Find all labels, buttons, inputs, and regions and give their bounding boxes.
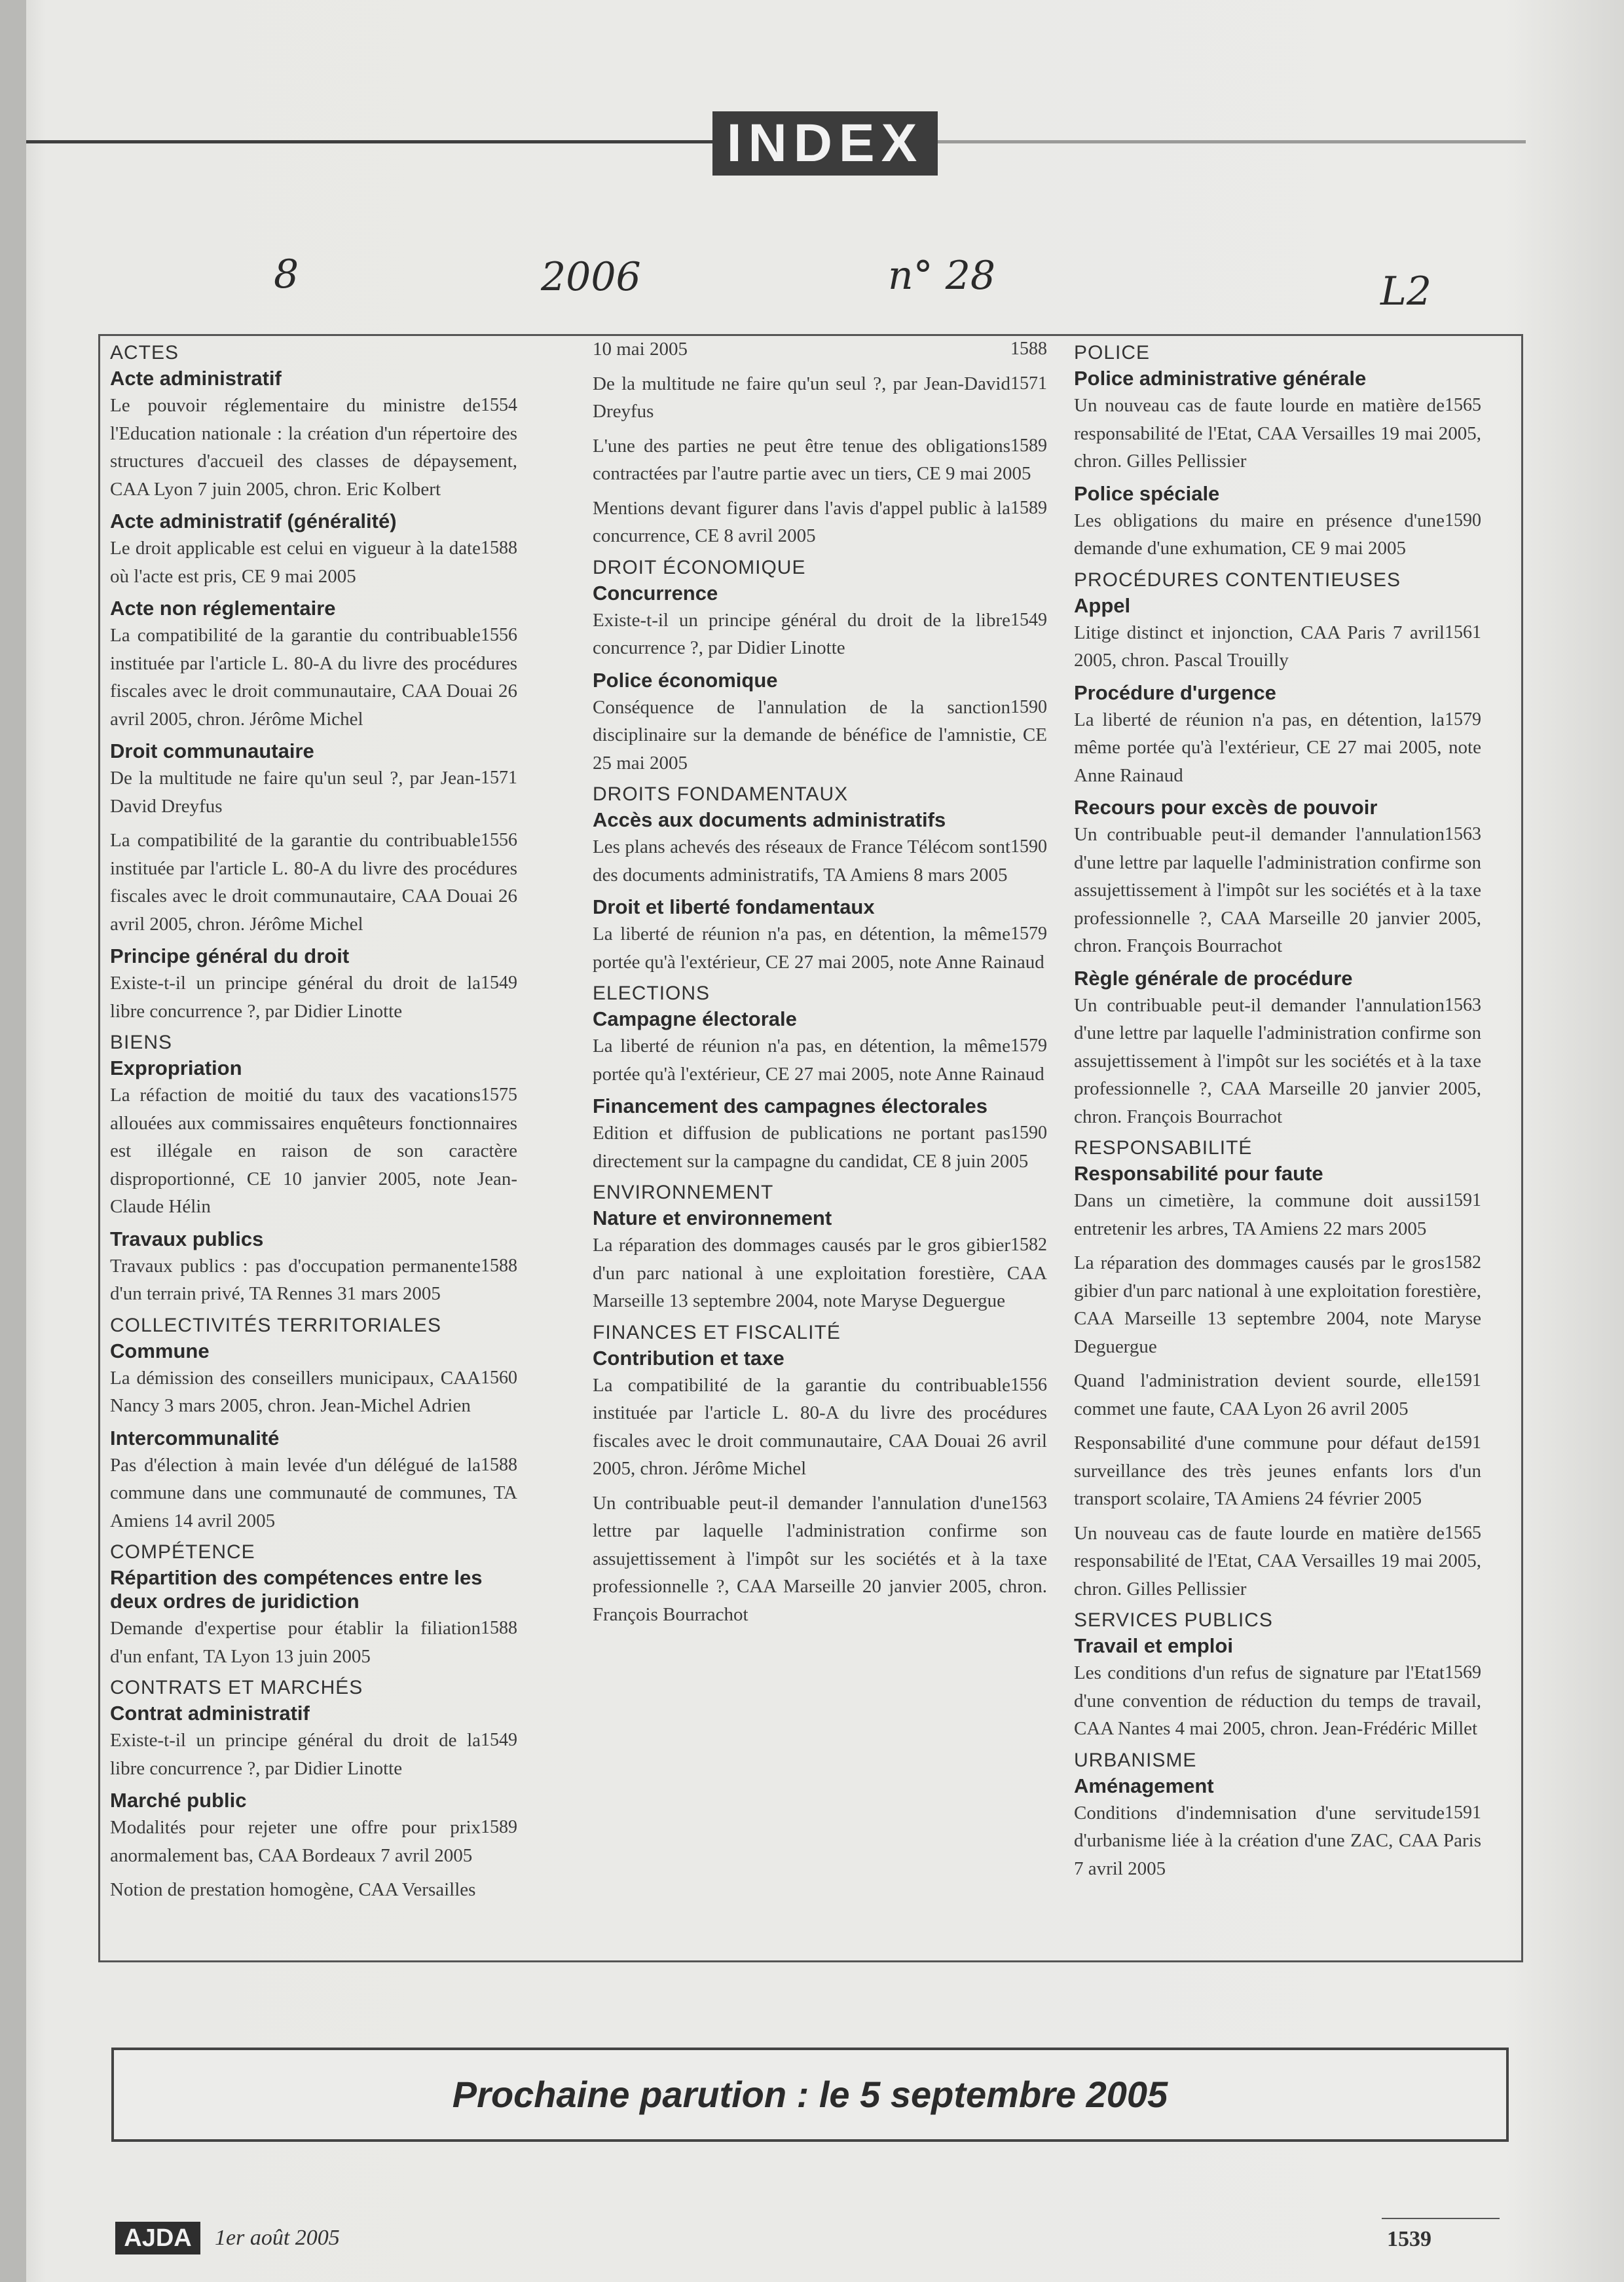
entry-text: Conséquence de l'annulation de la sanction disciplinaire sur la demande de bénéfice de l'amnistie, CE 25 mai 2005 xyxy=(593,696,1047,774)
section-heading: ACTES xyxy=(110,342,179,364)
entry-page-number: 1588 xyxy=(481,1618,517,1638)
index-entry xyxy=(1074,1249,1481,1360)
subsection-heading: Acte administratif xyxy=(110,367,282,390)
index-entry xyxy=(593,1032,1047,1088)
entry-page-number: 1579 xyxy=(1010,924,1047,944)
section-heading: BIENS xyxy=(110,1032,173,1053)
entry-text: Existe-t-il un principe général du droit de la libre concurrence ?, par Didier Linotte xyxy=(593,609,1010,658)
entry-page-number: 1565 xyxy=(1445,395,1481,415)
subsection-heading: Marché public xyxy=(110,1789,247,1812)
entry-text: Les conditions d'un refus de signature par l'Etat d'une convention de réduction du temps de travail, CAA Nantes 4 mai 2005, chron. Jean-Frédéric Millet xyxy=(1074,1662,1481,1739)
entry-text: Les plans achevés des réseaux de France Télécom sont des documents administratifs, TA Amiens 8 mars 2005 xyxy=(593,836,1010,886)
entry-page-number: 1563 xyxy=(1010,1492,1047,1513)
section-heading: RESPONSABILITÉ xyxy=(1074,1137,1253,1159)
entry-page-number: 1571 xyxy=(1010,373,1047,394)
entry-text: Un nouveau cas de faute lourde en matière de responsabilité de l'Etat, CAA Versailles 19 mai 2005, chron. Gilles Pellissier xyxy=(1074,1522,1481,1599)
entry-page-number: 1588 xyxy=(1010,339,1047,359)
index-entry xyxy=(1074,1367,1481,1423)
entry-text: Mentions devant figurer dans l'avis d'appel public à la concurrence, CE 8 avril 2005 xyxy=(593,497,1010,546)
section-heading: DROITS FONDAMENTAUX xyxy=(593,783,849,805)
index-entry xyxy=(110,1081,517,1221)
index-entry xyxy=(1074,619,1481,675)
entry-page-number: 1582 xyxy=(1445,1252,1481,1273)
entry-text: Un contribuable peut-il demander l'annulation d'une lettre par laquelle l'administration confirme son assujettissement à l'impôt sur les sociétés et à la taxe professionnelle ?, CAA Marseille 20 janvier 2005, chron. François Bourrachot xyxy=(1074,994,1481,1127)
header-rule xyxy=(26,140,720,143)
entry-page-number: 1579 xyxy=(1010,1036,1047,1056)
header-rule-right xyxy=(936,140,1526,143)
subsection-heading: Contrat administratif xyxy=(110,1702,310,1725)
entry-page-number: 1591 xyxy=(1445,1432,1481,1453)
index-entry xyxy=(593,694,1047,777)
entry-page-number: 1590 xyxy=(1010,696,1047,717)
index-entry xyxy=(110,1451,517,1535)
entry-page-number: 1589 xyxy=(481,1817,517,1837)
entry-page-number: 1563 xyxy=(1445,994,1481,1015)
index-column-1 xyxy=(110,335,517,1911)
section-heading: COMPÉTENCE xyxy=(110,1541,255,1563)
entry-page-number: 1589 xyxy=(1010,497,1047,518)
subsection-heading: Appel xyxy=(1074,593,1131,617)
index-entry xyxy=(593,335,1047,364)
subsection-heading: Droit et liberté fondamentaux xyxy=(593,895,875,918)
entry-page-number: 1588 xyxy=(481,1255,517,1276)
entry-page-number: 1556 xyxy=(1010,1374,1047,1395)
entry-text: Existe-t-il un principe général du droit de la libre concurrence ?, par Didier Linotte xyxy=(110,973,481,1022)
entry-text: La réparation des dommages causés par le gros gibier d'un parc national à une exploitation forestière, CAA Marseille 13 septembre 2004, note Maryse Deguergue xyxy=(593,1235,1047,1311)
entry-text: Litige distinct et injonction, CAA Paris 7 avril 2005, chron. Pascal Trouilly xyxy=(1074,622,1445,671)
subsection-heading: Répartition des compétences entre les deux ordres de juridiction xyxy=(110,1566,483,1613)
index-entry xyxy=(593,607,1047,662)
index-entry xyxy=(1074,1799,1481,1883)
entry-page-number: 1556 xyxy=(481,625,517,645)
entry-text: Notion de prestation homogène, CAA Versailles xyxy=(110,1879,476,1900)
section-heading: DROIT ÉCONOMIQUE xyxy=(593,556,806,578)
subsection-heading: Commune xyxy=(110,1339,210,1362)
entry-text: Un nouveau cas de faute lourde en matière de responsabilité de l'Etat, CAA Versailles 19 mai 2005, chron. Gilles Pellissier xyxy=(1074,395,1481,472)
entry-text: La liberté de réunion n'a pas, en détention, la même portée qu'à l'extérieur, CE 27 mai 2005, note Anne Rainaud xyxy=(1074,709,1481,786)
index-entry xyxy=(110,1252,517,1308)
subsection-heading: Police économique xyxy=(593,668,778,692)
section-heading: ELECTIONS xyxy=(593,982,710,1004)
entry-page-number: 1591 xyxy=(1445,1370,1481,1391)
entry-page-number: 1589 xyxy=(1010,435,1047,456)
index-entry xyxy=(110,534,517,590)
entry-page-number: 1575 xyxy=(481,1085,517,1105)
entry-text: L'une des parties ne peut être tenue des obligations contractées par l'autre partie avec un tiers, CE 9 mai 2005 xyxy=(593,435,1031,484)
entry-text: Travaux publics : pas d'occupation permanente d'un terrain privé, TA Rennes 31 mars 2005 xyxy=(110,1255,481,1304)
next-issue-banner: Prochaine parution : le 5 septembre 2005 xyxy=(111,2048,1509,2142)
subsection-heading: Police spéciale xyxy=(1074,481,1220,505)
entry-text: Conditions d'indemnisation d'une servitude d'urbanisme liée à la création d'une ZAC, CAA Paris 7 avril 2005 xyxy=(1074,1802,1481,1879)
page-number: 1539 xyxy=(1387,2227,1431,2251)
handwritten-note-3: n° 28 xyxy=(888,253,996,299)
index-entry xyxy=(593,920,1047,976)
index-entry xyxy=(1074,706,1481,790)
index-entry xyxy=(1074,1659,1481,1743)
index-entry xyxy=(1074,1187,1481,1243)
entry-text: De la multitude ne faire qu'un seul ?, par Jean-David Dreyfus xyxy=(593,373,1010,422)
entry-page-number: 1571 xyxy=(481,768,517,788)
index-column-3 xyxy=(1074,335,1481,1889)
index-entry xyxy=(593,432,1047,488)
handwritten-note-4: L2 xyxy=(1380,269,1432,314)
entry-text: La liberté de réunion n'a pas, en détention, la même portée qu'à l'extérieur, CE 27 mai 2005, note Anne Rainaud xyxy=(593,924,1044,973)
section-heading: POLICE xyxy=(1074,342,1151,364)
entry-text: Quand l'administration devient sourde, elle commet une faute, CAA Lyon 26 avril 2005 xyxy=(1074,1370,1445,1419)
index-entry xyxy=(110,1615,517,1670)
entry-page-number: 1590 xyxy=(1010,1123,1047,1143)
entry-page-number: 1563 xyxy=(1445,824,1481,844)
index-entry xyxy=(593,370,1047,426)
subsection-heading: Police administrative générale xyxy=(1074,367,1367,390)
subsection-heading: Nature et environnement xyxy=(593,1206,832,1229)
index-entry xyxy=(593,1372,1047,1483)
entry-text: Modalités pour rejeter une offre pour prix anormalement bas, CAA Bordeaux 7 avril 2005 xyxy=(110,1817,481,1866)
entry-page-number: 1556 xyxy=(481,830,517,850)
subsection-heading: Recours pour excès de pouvoir xyxy=(1074,796,1378,819)
entry-text: Un contribuable peut-il demander l'annulation d'une lettre par laquelle l'administration confirme son assujettissement à l'impôt sur les sociétés et à la taxe professionnelle ?, CAA Marseille 20 janvier 2005, chron. François Bourrachot xyxy=(1074,824,1481,956)
entry-page-number: 1569 xyxy=(1445,1662,1481,1683)
index-entry xyxy=(110,622,517,733)
entry-page-number: 1588 xyxy=(481,1454,517,1475)
entry-text: 10 mai 2005 xyxy=(593,339,688,360)
subsection-heading: Droit communautaire xyxy=(110,739,314,762)
entry-page-number: 1554 xyxy=(481,395,517,415)
index-entry xyxy=(110,1727,517,1782)
entry-text: De la multitude ne faire qu'un seul ?, par Jean-David Dreyfus xyxy=(110,768,481,817)
section-heading: URBANISME xyxy=(1074,1749,1197,1771)
index-entry xyxy=(593,833,1047,889)
subsection-heading: Contribution et taxe xyxy=(593,1346,784,1370)
entry-text: La réparation des dommages causés par le gros gibier d'un parc national à une exploitation forestière, CAA Marseille 13 septembre 2004, note Maryse Deguergue xyxy=(1074,1252,1481,1357)
page-edge xyxy=(0,0,26,2282)
entry-page-number: 1582 xyxy=(1010,1235,1047,1255)
entry-page-number: 1560 xyxy=(481,1367,517,1388)
journal-logo: AJDA xyxy=(115,2222,200,2254)
entry-page-number: 1590 xyxy=(1010,836,1047,857)
entry-text: La compatibilité de la garantie du contribuable instituée par l'article L. 80-A du livre des procédures fiscales avec le droit communautaire, CAA Douai 26 avril 2005, chron. Jérôme Michel xyxy=(593,1374,1047,1479)
subsection-heading: Campagne électorale xyxy=(593,1007,797,1030)
index-entry xyxy=(593,495,1047,550)
entry-page-number: 1561 xyxy=(1445,622,1481,643)
entry-text: La compatibilité de la garantie du contribuable instituée par l'article L. 80-A du livre des procédures fiscales avec le droit communautaire, CAA Douai 26 avril 2005, chron. Jérôme Michel xyxy=(110,625,517,730)
index-entry xyxy=(593,1119,1047,1175)
entry-page-number: 1588 xyxy=(481,538,517,558)
index-entry xyxy=(1074,1429,1481,1513)
section-heading: ENVIRONNEMENT xyxy=(593,1182,774,1203)
handwritten-note-1: 8 xyxy=(274,252,299,297)
section-heading: SERVICES PUBLICS xyxy=(1074,1609,1273,1631)
subsection-heading: Règle générale de procédure xyxy=(1074,966,1353,990)
subsection-heading: Travaux publics xyxy=(110,1227,264,1250)
entry-page-number: 1590 xyxy=(1445,510,1481,531)
index-entry xyxy=(1074,392,1481,476)
entry-text: Le pouvoir réglementaire du ministre de l'Education nationale : la création d'un répertoire des structures d'accueil des classes de dépaysement, CAA Lyon 7 juin 2005, chron. Eric Kolbert xyxy=(110,395,517,500)
subsection-heading: Concurrence xyxy=(593,581,718,605)
subsection-heading: Expropriation xyxy=(110,1057,242,1079)
index-entry xyxy=(1074,507,1481,563)
index-entry xyxy=(110,1876,517,1904)
subsection-heading: Intercommunalité xyxy=(110,1426,280,1450)
index-entry xyxy=(110,764,517,820)
subsection-heading: Travail et emploi xyxy=(1074,1634,1233,1657)
index-entry xyxy=(110,1364,517,1420)
subsection-heading: Financement des campagnes électorales xyxy=(593,1094,988,1117)
entry-page-number: 1565 xyxy=(1445,1522,1481,1543)
entry-text: La démission des conseillers municipaux, CAA Nancy 3 mars 2005, chron. Jean-Michel Adrien xyxy=(110,1367,481,1416)
issue-date: 1er août 2005 xyxy=(215,2226,340,2250)
index-entry xyxy=(110,1814,517,1869)
index-entry xyxy=(110,969,517,1025)
entry-text: Les obligations du maire en présence d'une demande d'une exhumation, CE 9 mai 2005 xyxy=(1074,510,1445,559)
subsection-heading: Acte non réglementaire xyxy=(110,597,336,620)
index-title: INDEX xyxy=(712,111,938,176)
subsection-heading: Accès aux documents administratifs xyxy=(593,808,946,831)
section-heading: CONTRATS ET MARCHÉS xyxy=(110,1677,363,1698)
entry-text: Edition et diffusion de publications ne portant pas directement sur la campagne du candidat, CE 8 juin 2005 xyxy=(593,1123,1029,1172)
entry-page-number: 1549 xyxy=(481,973,517,993)
entry-page-number: 1591 xyxy=(1445,1802,1481,1823)
entry-text: Responsabilité d'une commune pour défaut de surveillance des très jeunes enfants lors d'un transport scolaire, TA Amiens 24 février 2005 xyxy=(1074,1432,1481,1509)
entry-text: Un contribuable peut-il demander l'annulation d'une lettre par laquelle l'administration confirme son assujettissement à l'impôt sur les sociétés et à la taxe professionnelle ?, CAA Marseille 20 janvier 2005, chron. François Bourrachot xyxy=(593,1492,1047,1625)
entry-text: Dans un cimetière, la commune doit aussi entretenir les arbres, TA Amiens 22 mars 2005 xyxy=(1074,1190,1445,1239)
subsection-heading: Procédure d'urgence xyxy=(1074,681,1276,704)
entry-page-number: 1579 xyxy=(1445,709,1481,730)
entry-text: La compatibilité de la garantie du contribuable instituée par l'article L. 80-A du livre des procédures fiscales avec le droit communautaire, CAA Douai 26 avril 2005, chron. Jérôme Michel xyxy=(110,830,517,935)
index-entry xyxy=(110,827,517,938)
section-heading: COLLECTIVITÉS TERRITORIALES xyxy=(110,1314,442,1336)
entry-page-number: 1549 xyxy=(1010,609,1047,630)
entry-text: Pas d'élection à main levée d'un délégué de la commune dans une communauté de communes, TA Amiens 14 avril 2005 xyxy=(110,1454,517,1531)
index-entry xyxy=(593,1231,1047,1315)
entry-text: La réfaction de moitié du taux des vacations allouées aux commissaires enquêteurs fonctionnaires est illégale en raison de son caractère disproportionné, CE 10 janvier 2005, note Jean-Claude Hélin xyxy=(110,1085,517,1217)
section-heading: PROCÉDURES CONTENTIEUSES xyxy=(1074,569,1401,591)
index-entry xyxy=(1074,992,1481,1131)
index-entry xyxy=(1074,1520,1481,1603)
entry-text: La liberté de réunion n'a pas, en détention, la même portée qu'à l'extérieur, CE 27 mai 2005, note Anne Rainaud xyxy=(593,1036,1044,1085)
index-entry xyxy=(1074,821,1481,960)
entry-text: Existe-t-il un principe général du droit de la libre concurrence ?, par Didier Linotte xyxy=(110,1730,481,1779)
entry-text: Demande d'expertise pour établir la filiation d'un enfant, TA Lyon 13 juin 2005 xyxy=(110,1618,481,1667)
footer-rule xyxy=(1382,2218,1500,2219)
handwritten-note-2: 2006 xyxy=(541,254,641,300)
subsection-heading: Responsabilité pour faute xyxy=(1074,1162,1323,1185)
subsection-heading: Aménagement xyxy=(1074,1774,1214,1797)
entry-page-number: 1591 xyxy=(1445,1190,1481,1210)
index-entry xyxy=(110,392,517,503)
index-entry xyxy=(593,1489,1047,1629)
entry-page-number: 1549 xyxy=(481,1730,517,1750)
subsection-heading: Acte administratif (généralité) xyxy=(110,510,397,533)
entry-text: Le droit applicable est celui en vigueur à la date où l'acte est pris, CE 9 mai 2005 xyxy=(110,538,481,587)
section-heading: FINANCES ET FISCALITÉ xyxy=(593,1321,841,1343)
index-column-2 xyxy=(593,335,1047,1635)
subsection-heading: Principe général du droit xyxy=(110,945,350,967)
